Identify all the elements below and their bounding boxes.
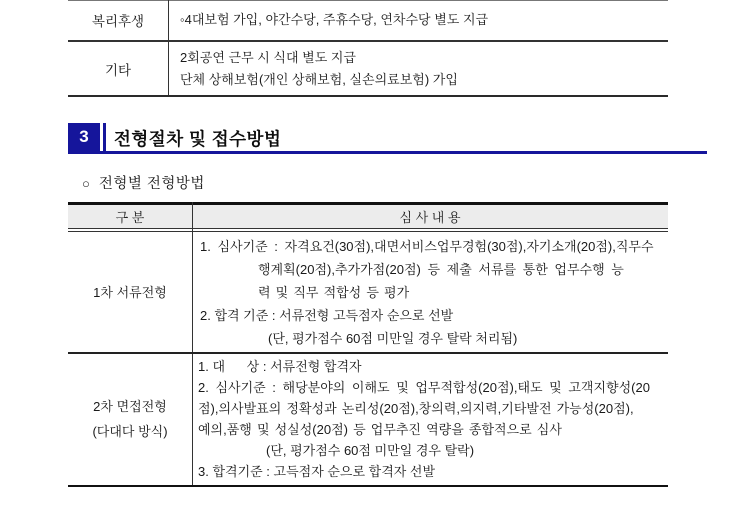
content-line: 예의,품행 및 성실성(20점) 등 업무추진 역량을 종합적으로 심사	[198, 422, 562, 437]
benefits-row-content	[180, 42, 664, 95]
benefits-content-line: ◦4대보험 가입, 야간수당, 주휴수당, 연차수당 별도 지급	[180, 12, 489, 28]
header-double-rule-1	[68, 228, 668, 229]
benefits-table-bottom-border	[68, 95, 668, 97]
content-line: (단, 평가점수 60점 미만일 경우 탈락)	[266, 443, 475, 458]
section-title-underline	[68, 151, 707, 154]
header-cell-category: 구 분	[115, 210, 145, 225]
content-line: 력 및 직무 적합성 등 평가	[258, 285, 410, 300]
content-line: 2. 합격 기준 : 서류전형 고득점자 순으로 선발	[200, 308, 454, 323]
screening-row-label-line: (다대다 방식)	[92, 423, 168, 439]
benefits-content-line: 단체 상해보험(개인 상해보험, 실손의료보험) 가입	[180, 71, 458, 87]
section-badge-accent-bar	[103, 123, 106, 151]
screening-table-bottom-border	[68, 485, 668, 487]
section-number-badge: 3	[68, 123, 100, 151]
screening-table-column-divider	[192, 202, 193, 485]
screening-row-label	[68, 232, 192, 352]
screening-row-content	[198, 356, 664, 482]
content-line: 1. 대 상 : 서류전형 합격자	[198, 359, 362, 374]
benefits-table	[68, 0, 668, 97]
benefits-table-column-divider	[168, 0, 169, 97]
content-line: 3. 합격기준 : 고득점자 순으로 합격자 선발	[198, 464, 436, 479]
content-line: 점),의사발표의 정확성과 논리성(20점),창의력,의지력,기타발전 가능성(20점),	[198, 401, 634, 416]
benefits-content-line: 2회공연 근무 시 식대 별도 지급	[180, 50, 356, 65]
screening-row-content	[200, 235, 664, 350]
content-line: (단, 평가점수 60점 미만일 경우 탈락 처리됨)	[268, 331, 518, 346]
circle-bullet-icon: ○	[82, 176, 90, 191]
content-line: 행계획(20점),추가가점(20점) 등 제출 서류를 통한 업무수행 능	[258, 262, 624, 277]
content-line: 2. 심사기준 : 해당분야의 이해도 및 업무적합성(20점),태도 및 고객지향성(20	[198, 380, 650, 395]
benefits-row-label: 복리후생	[91, 14, 145, 29]
subsection-label: 전형별 전형방법	[98, 176, 205, 192]
screening-row-label	[68, 354, 192, 483]
screening-table	[68, 202, 668, 487]
header-cell-review-content: 심 사 내 용	[399, 210, 461, 225]
content-line: 1. 심사기준 : 자격요건(30점),대면서비스업무경험(30점),자기소개(20점),직무수	[200, 239, 654, 254]
section-title: 전형절차 및 접수방법	[114, 129, 282, 149]
subsection-heading	[82, 174, 205, 194]
benefits-row-content	[180, 0, 664, 40]
benefits-row-label: 기타	[104, 62, 132, 78]
screening-row-label-line: 2차 면접전형	[93, 398, 167, 414]
screening-row-label-line: 1차 서류전형	[93, 284, 167, 300]
